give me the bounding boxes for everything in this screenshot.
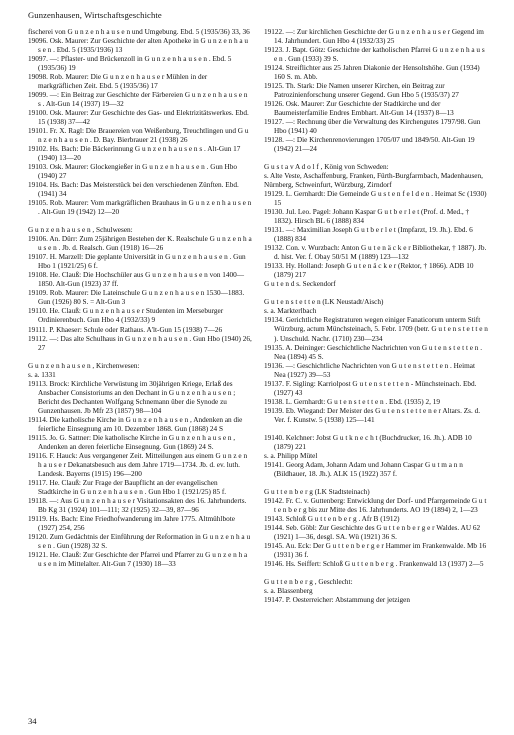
bibliography-entry: 19101. Fr. X. Ragl: Die Brauereien von Weißenburg, Treuchtlingen und G u n z e n h a u s e n . D. Bay. Bierbrauer 21 (1938) 26: [28, 127, 249, 145]
bibliography-entry: 19129. L. Gernhardt: Die Gemeinde G u s t e n f e l d e n . Heimat Sc (1930) 15: [264, 190, 487, 208]
section-heading: G u t t e n b e r g (LK Stadtsteinach): [264, 487, 370, 496]
bibliography-entry: 19110. He. Clauß: G u n z e n h a u s e r Studenten im Merseburger Ordinierenbuch. Gun Hbo 4 (1932/33) 9: [28, 307, 224, 325]
bibliography-entry: 19107. H. Marzell: Die geplante Universität in G u n z e n h a u s e n . Gun Hbo 1 (1921/25) 6 f.: [28, 253, 246, 271]
section-heading: G u t e n s t e t t e n (LK Neustadt/Aisch): [264, 298, 384, 307]
bibliography-entry: 19131. —: Maximilian Joseph G u t b e r l e t (Impfarzt, 19. Jh.). Ebd. 6 (1888) 834: [264, 226, 473, 244]
running-header: Gunzenhausen, Wirtschaftsgeschichte: [28, 10, 162, 20]
section-heading: s. a. Markterlbach: [264, 307, 317, 316]
bibliography-entry: 19118. —: Aus G u n z e n h a u s e r Visitationsakten des 16. Jahrhunderts. Bb Kg 31 (1924) 101—111; 32 (1925) 32—39, 87—96: [28, 496, 247, 514]
section-heading: G u n z e n h a u s e n , Kirchenwesen:: [28, 361, 140, 370]
bibliography-entry: 19122. —: Zur kirchlichen Geschichte der G u n z e n h a u s e r Gegend im 14. Jahrhundert. Gun Hbo 4 (1932/33) 25: [264, 28, 484, 46]
bibliography-entry: 19112. —: Das alte Schulhaus in G u n z e n h a u s e n . Gun Hbo (1940) 26, 27: [28, 334, 252, 352]
bibliography-entry: 19133. Hy. Holland: Joseph G u t e n ä c k e r (Rektor, † 1866). ADB 10 (1879) 217: [264, 262, 474, 280]
bibliography-entry: 19120. Zum Gedächtnis der Einführung der Reformation in G u n z e n h a u s e n . Gun (1928) 32 S.: [28, 532, 251, 550]
bibliography-entry: 19145. Au. Eck: Der G u t t e n b e r g e r Hammer im Frankenwalde. Mb 16 (1931) 36 f.: [264, 541, 487, 559]
bibliography-entry: 19140. Kelchner: Jobst G u t k n e c h t (Buchdrucker, 16. Jh.). ADB 10 (1879) 221: [264, 433, 472, 451]
bibliography-entry: 19096. Osk. Maurer: Zur Geschichte der alten Apotheke in G u n z e n h a u s e n . Ebd. 5 (1935/1936) 13: [28, 37, 249, 55]
bibliography-entry: 19119. Hs. Bach: Eine Friedhofwanderung im Jahre 1775. Altmühlbote (1927) 254, 256: [28, 514, 235, 532]
bibliography-entry: 19138. L. Gernhardt: G u t e n s t e t t e n . Ebd. (1935) 2, 19: [264, 397, 440, 406]
bibliography-entry: 19143. Schloß G u t t e n b e r g . Afr B (1912): [264, 514, 400, 523]
entry-spacer: [264, 154, 488, 163]
entry-spacer: [28, 217, 252, 226]
bibliography-entry: 19104. Hs. Bach: Das Meisterstück bei den verschiedenen Zünften. Ebd. (1941) 34: [28, 181, 239, 199]
section-heading: s. a. Blassenberg: [264, 586, 313, 595]
bibliography-entry: 19121. He. Clauß: Zur Geschichte der Pfarrei und Pfarrer zu G u n z e n h a u s e n im Mittelalter. Alt-Gun 7 (1930) 18—33: [28, 550, 248, 568]
bibliography-entry: 19139. Eb. Wiegand: Der Meister des G u t e n s t e t t e n e r Altars. Zs. d. Ver. f. Kunstw. 5 (1938) 125—141: [264, 406, 481, 424]
section-heading: G u t e n d s. Seckendorf: [264, 280, 336, 289]
section-heading: G u t t e n b e r g , Geschlecht:: [264, 577, 353, 586]
bibliography-entry: 19106. An. Dürr: Zum 25jährigen Bestehen der K. Realschule G u n z e n h a u s e n . Jb. d. Realsch. Gun (1918) 16—26: [28, 235, 252, 253]
right-column: [264, 28, 488, 605]
bibliography-entry: 19105. Rob. Maurer: Vom markgräflichen Brauhaus in G u n z e n h a u s e n . Alt-Gun 19 (1942) 12—20: [28, 199, 252, 217]
bibliography-entry: 19113. Brock: Kirchliche Verwüstung im 30jährigen Kriege, Erlaß des Ansbacher Consistoriums an den Dechant in G u n z e n h a u s e n ; Bericht des Dechanten Wolfgang Schnemann über die Synode zu Gunzenhausen. Jb Mfr 23 (1857) 98—104: [28, 379, 236, 415]
bibliography-entry: 19099. —: Ein Beitrag zur Geschichte der Färbereien G u n z e n h a u s e n s . Alt-Gun 14 (1937) 19—32: [28, 91, 248, 109]
bibliography-entry: 19103. Osk. Maurer: Glockengießer in G u n z e n h a u s e n . Gun Hbo (1940) 27: [28, 163, 237, 181]
section-heading: s. Alte Veste, Aschaffenburg, Franken, Fürth-Burgfarrnbach, Madenhausen, Nürnberg, Schweinfurt, Würzburg, Zirndorf: [264, 172, 483, 190]
bibliography-entry: 19132. Con. v. Wurzbach: Anton G u t e n ä c k e r Bibliothekar, † 1887). Jb. d. hist. Ver. f. Obay 50/51 M (1889) 123—132: [264, 244, 487, 262]
bibliography-entry: 19135. A. Deininger: Geschichtliche Nachrichten von G u t e n s t e t t e n . Nea (1894) 45 S.: [264, 343, 483, 361]
bibliography-entry: 19117. He. Clauß: Zur Frage der Baupflicht an der evangelischen Stadtkirche in G u n z e n h a u s e n . Gun Hbo 1 (1921/25) 85 f.: [28, 478, 227, 496]
section-heading: G u s t a v A d o l f , König von Schweden:: [264, 163, 389, 172]
bibliography-entry: 19108. He. Clauß: Die Hochschüler aus G u n z e n h a u s e n von 1400—1850. Alt-Gun (1923) 37 ff.: [28, 271, 245, 289]
bibliography-entry: 19111. P. Khaeser: Schule oder Rathaus. A'lt-Gun 15 (1938) 7—26: [28, 325, 223, 334]
bibliography-entry: 19114. Die katholische Kirche in G u n z e n h a u s e n , Andenken an die feierliche Einsegnung am 10. Dezember 1868. Gun (1868) 24 S: [28, 415, 243, 433]
bibliography-entry: 19137. F. Sigling: Karriolpost G u t e n s t e t t e n - Münchsteinach. Ebd. (1927) 43: [264, 379, 477, 397]
section-heading: s. a. Philipp Mütel: [264, 451, 318, 460]
bibliography-entry: 19144. Seb. Göbl: Zur Geschichte des G u t t e n b e r g e r Waldes. AU 62 (1921) 1—36, desgl. SA. Wü (1921) 36 S.: [264, 523, 481, 541]
bibliography-entry: fischerei von G u n z e n h a u s e n und Umgebung. Ebd. 5 (1935/36) 33, 36: [28, 28, 250, 36]
left-column: [28, 28, 252, 569]
entry-spacer: [264, 569, 488, 578]
section-heading: s. a. 1331: [28, 370, 56, 379]
bibliography-entry: 19102. Hs. Bach: Die Bäckerinnung G u n z e n h a u s e n s . Alt-Gun 17 (1940) 13—20: [28, 145, 241, 163]
bibliography-entry: 19098. Rob. Maurer: Die G u n z e n h a u s e r Mühlen in der markgräflichen Zeit. Ebd. 5 (1935/36) 17: [28, 73, 208, 91]
bibliography-entry: 19124. Streiflichter aus 25 Jahren Diakonie der Hensoltshöhe. Gun (1934) 160 S. m. Abb.: [264, 64, 480, 82]
bibliography-entry: 19136. —: Geschichtliche Nachrichten von G u t e n s t e t t e n . Heimat Nea (1927) 39—53: [264, 361, 476, 379]
entry-spacer: [28, 353, 252, 362]
section-heading: G u n z e n h a u s e n , Schulwesen:: [28, 226, 133, 235]
bibliography-entry: 19100. Osk. Maurer: Zur Geschichte des Gas- und Elektrizitätswerkes. Ebd. 15 (1938) 37—42: [28, 109, 249, 127]
bibliography-entry: 19116. F. Hauck: Aus vergangener Zeit. Mitteilungen aus einem G u n z e n h a u s e r Dekanatsbesuch aus dem Jahre 1719—1734. Jb. d. ev. luth. Landesk. Bayerns (1915) 196—200: [28, 451, 248, 478]
bibliography-entry: 19115. Jo. G. Sattner: Die katholische Kirche in G u n z e n h a u s e n , Andenken an deren feierliche Einsegnung. Gun (1869) 24 S.: [28, 433, 236, 451]
bibliography-entry: 19109. Rob. Maurer: Die Lateinschule G u n z e n h a u s e n 1530—1883. Gun (1926) 80 S. = Alt-Gun 3: [28, 289, 245, 307]
bibliography-entry: 19123. J. Bapt. Götz: Geschichte der katholischen Pfarrei G u n z e n h a u s e n . Gun (1933) 39 S.: [264, 46, 485, 64]
bibliography-entry: 19127. —: Rechnung über die Verwaltung des Kirchengutes 1797/98. Gun Hbo (1941) 40: [264, 118, 481, 136]
page-number: 34: [28, 716, 37, 726]
bibliography-entry: 19142. Fr. C. v. Guttenberg: Entwicklung der Dorf- und Pfarrgemeinde G u t t e n b e r g bis zur Mitte des 16. Jahrhunderts. AO 19 (1894) 2, 1—23: [264, 496, 487, 514]
bibliography-entry: 19130. Jul. Leo. Pagel: Johann Kaspar G u t b e r l e t (Prof. d. Med., † 1832). Hirsch BL 6 (1888) 834: [264, 208, 470, 226]
bibliography-entry: 19146. Hs. Seiffert: Schloß G u t t e n b e r g . Frankenwald 13 (1937) 2—5: [264, 559, 484, 568]
entry-spacer: [264, 289, 488, 298]
bibliography-entry: 19097. —: Pflaster- und Brückenzoll in G u n z e n h a u s e n . Ebd. 5 (1935/36) 19: [28, 55, 232, 73]
bibliography-entry: 19128. —: Die Kirchenrenovierungen 1705/07 und 1849/50. Alt-Gun 19 (1942) 21—24: [264, 136, 475, 154]
entry-spacer: [264, 425, 488, 434]
bibliography-entry: 19125. Th. Stark: Die Namen unserer Kirchen, ein Beitrag zur Patrozinienforschung unserer Gegend. Gun Hbo 5 (1935/37) 27: [264, 82, 459, 100]
entry-spacer: [264, 479, 488, 488]
bibliography-entry: 19134. Gerichtliche Registraturen wegen einiger Fanaticorum unterm Stift Würzburg, actum Münchsteinach, 5. Febr. 1709 (betr. G u t e n s t e t t e n ). Unschuld. Nachr. (1710) 230—234: [264, 316, 488, 343]
bibliography-entry: 19147. P. Oesterreicher: Abstammung der jetzigen: [264, 595, 410, 604]
bibliography-entry: 19141. Georg Adam, Johann Adam und Johann Caspar G u t m a n n (Bildhauer, 18. Jh.). ALK 15 (1922) 357 f.: [264, 460, 463, 478]
bibliography-entry: 19126. Osk. Maurer: Zur Geschichte der Stadtkirche und der Baumeisterfamilie Endres Embhart. Alt-Gun 14 (1937) 8—13: [264, 100, 454, 118]
